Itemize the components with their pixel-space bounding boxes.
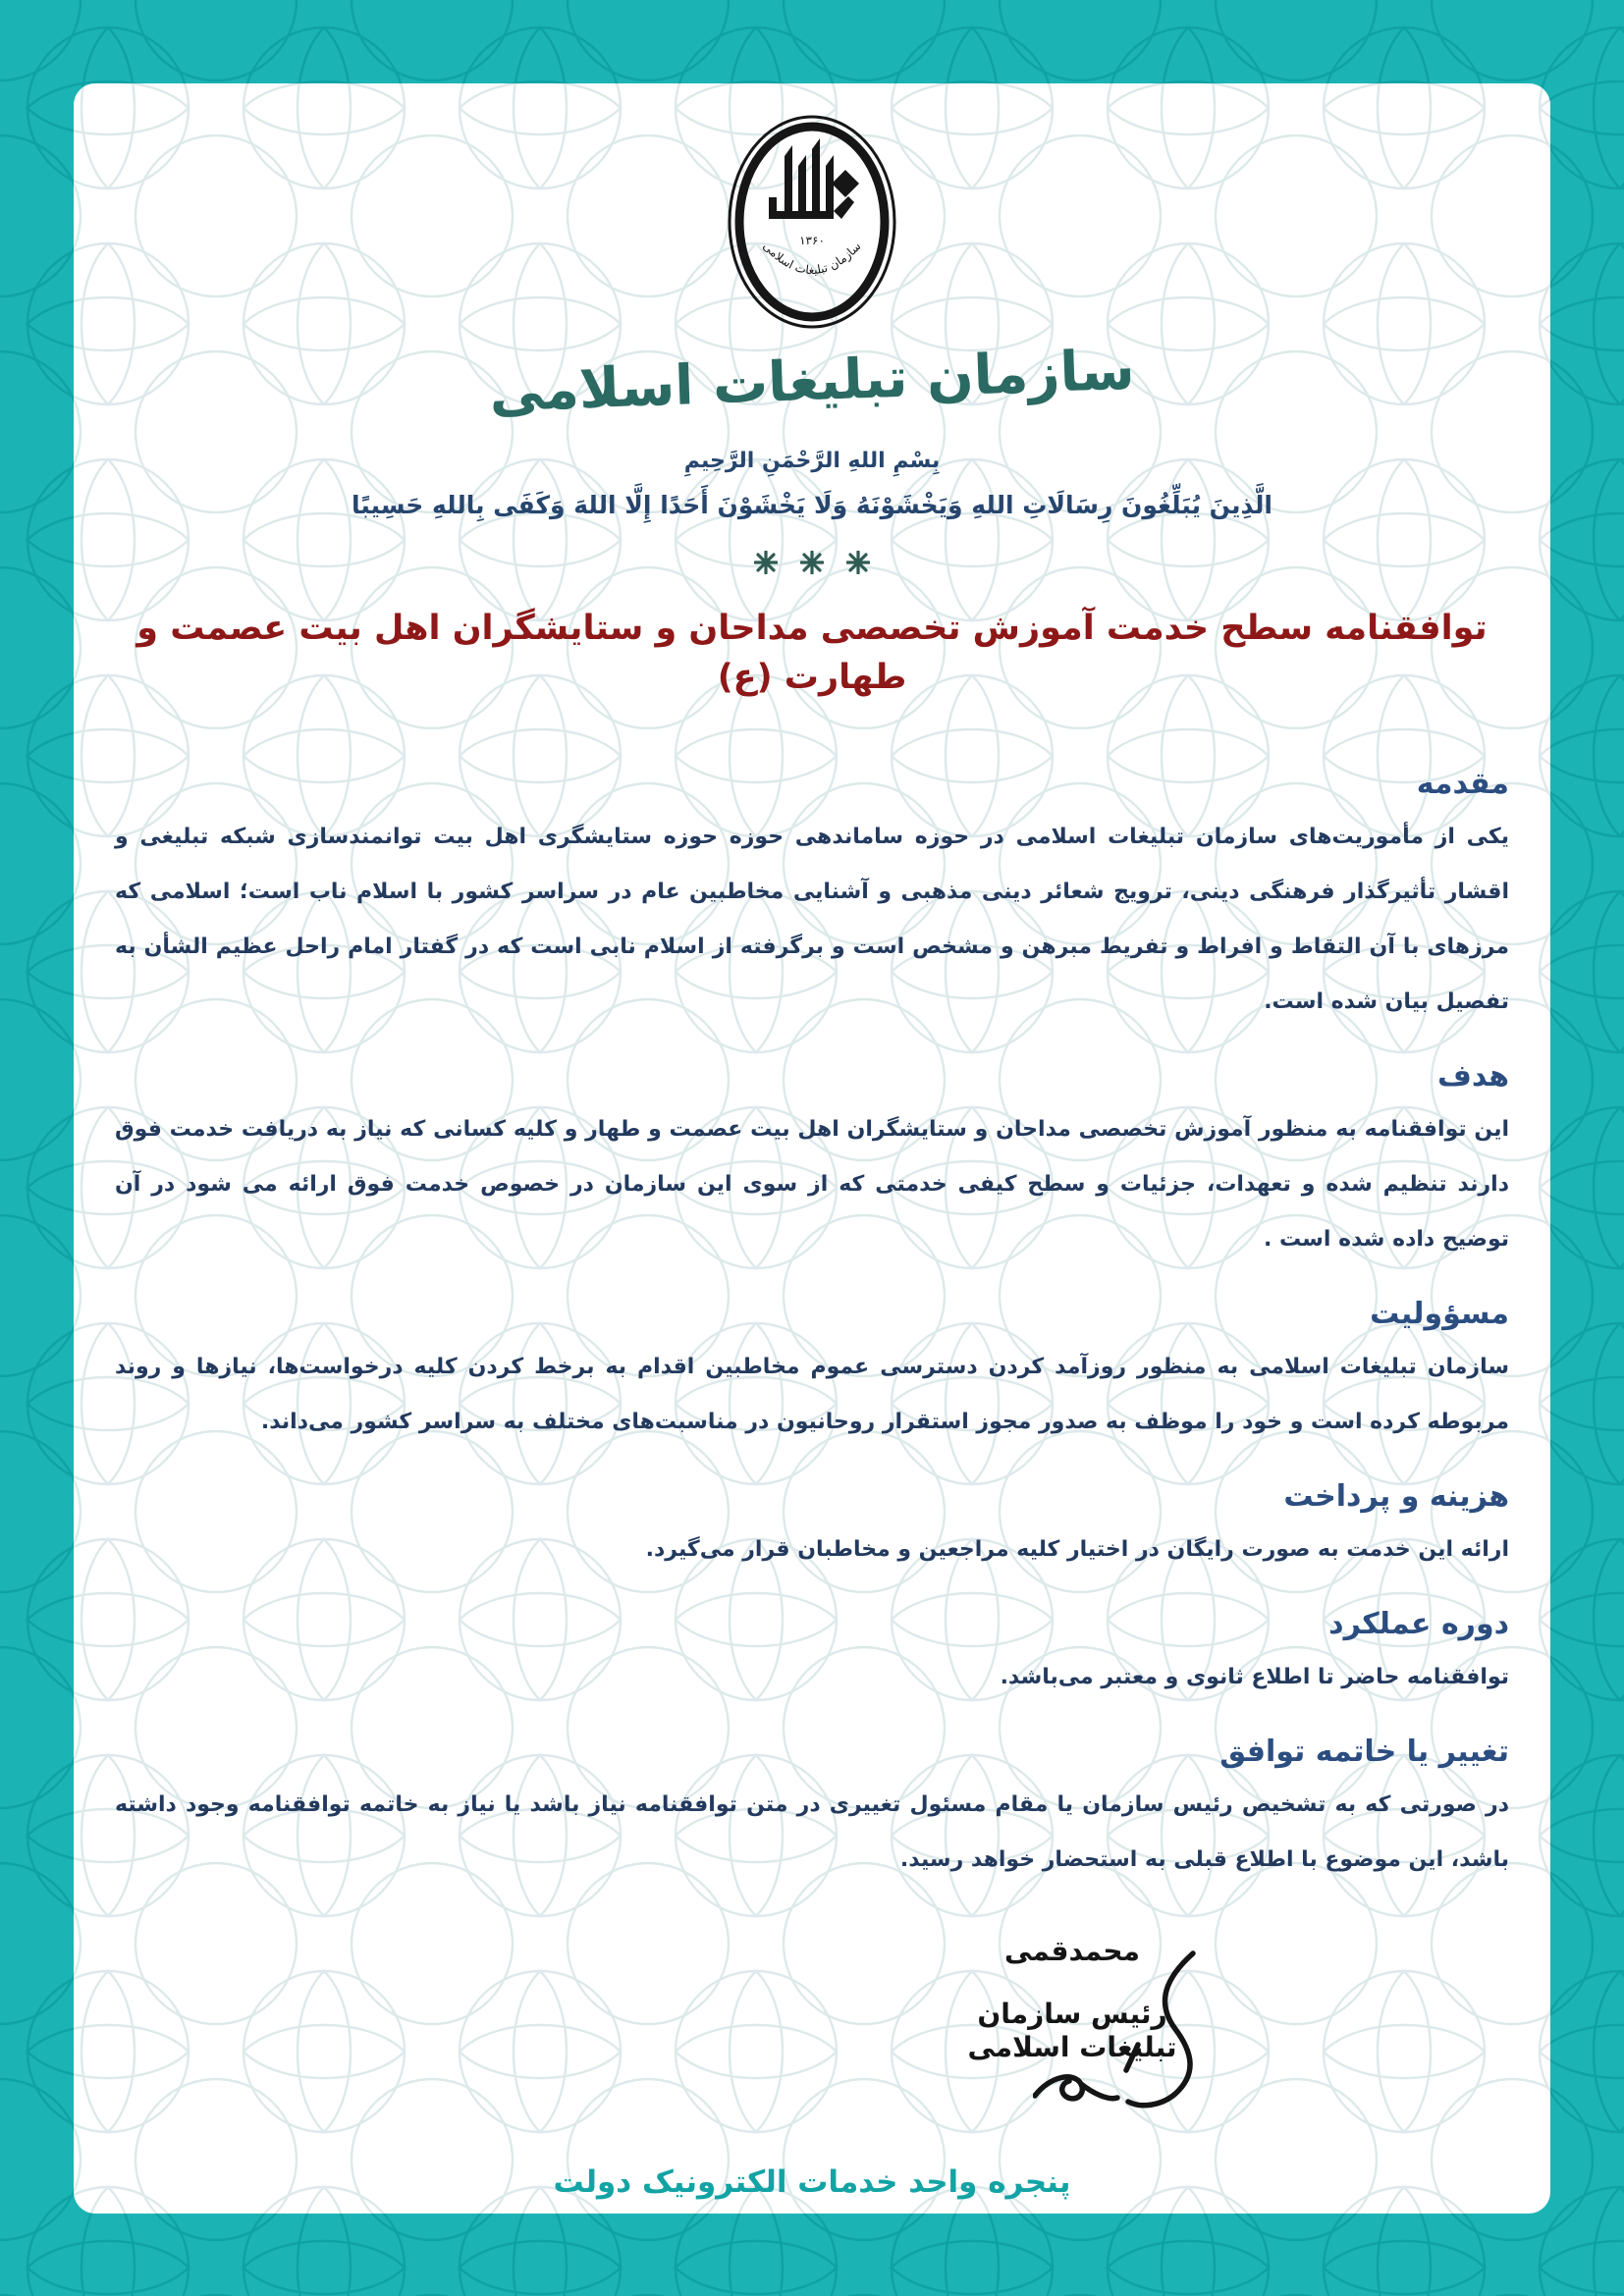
- section-body: توافقنامه حاضر تا اطلاع ثانوی و معتبر می‌باشد.: [1000, 1665, 1509, 1689]
- organization-seal-icon: [726, 113, 898, 331]
- section-body: این توافقنامه به منظور آموزش تخصصی مداحان و ستایشگران اهل بیت عصمت و طهار و کلیه کسانی که نیاز به دریافت خدمت فوق دارند تنظیم شده و تعهدات، جزئیات و سطح کیفی خدمتی که از سوی این سازمان در خصوص خدمت فوق ارائه می شود در آن توضیح داده شده است .: [115, 1117, 1509, 1252]
- section-performance-period: [115, 1607, 1509, 1705]
- section-responsibility: [115, 1297, 1509, 1450]
- section-goal: [115, 1059, 1509, 1267]
- asterisk-divider: [115, 551, 1509, 580]
- seal-year: ۱۳۶۰: [799, 234, 825, 247]
- section-change-or-termination: [115, 1735, 1509, 1888]
- kufic-allah-mark: [769, 138, 859, 219]
- footer-egov-service-window: پنجره واحد خدمات الکترونیک دولت: [553, 2164, 1071, 2200]
- section-body: سازمان تبلیغات اسلامی به منظور روزآمد کردن دسترسی عموم مخاطبین اقدام به برخط کردن کلیه درخواست‌ها، نیازها و روند مربوطه کرده است و خود را موظف به صدور مجوز استقرار روحانیون در مناسبت‌های مختلف به سراسر کشور می‌داند.: [115, 1355, 1509, 1434]
- document-body: [74, 83, 1550, 2214]
- section-heading: هزینه و پرداخت: [1283, 1479, 1509, 1514]
- section-heading: هدف: [1437, 1059, 1509, 1094]
- section-heading: مسؤولیت: [1370, 1297, 1509, 1331]
- organization-logo: [726, 113, 898, 335]
- quran-verse-text: الَّذِينَ يُبَلِّغُونَ رِسَالَاتِ اللهِ وَيَخْشَوْنَهُ وَلَا يَخْشَوْنَ أَحَدًا إِلَّا اللهَ وَكَفَى بِاللهِ حَسِيبًا: [352, 491, 1272, 519]
- seal-org-name: سازمان تبلیغات اسلامی: [760, 239, 864, 278]
- section-heading: دوره عملکرد: [1328, 1607, 1509, 1641]
- organization-calligraphy: سازمان تبلیغات اسلامی: [488, 338, 1136, 425]
- section-body: یکی از مأموریت‌های سازمان تبلیغات اسلامی در حوزه ساماندهی حوزه حوزه ستایشگری اهل بیت توانمندسازی شبکه تبلیغی و اقشار تأثیرگذار فرهنگی دینی، ترویج شعائر دینی مذهبی و آشنایی مخاطبین عام در سراسر کشور با اسلام ناب است؛ اسلامی که مرزهای با آن التقاط و افراط و تفریط مبرهن و مشخص است و برگرفته از اسلام نابی است که در گفتار امام راحل عظیم الشأن به تفصیل بیان شده است.: [115, 825, 1509, 1014]
- asterisk-icon: [800, 551, 824, 574]
- section-body: در صورتی که به تشخیص رئیس سازمان یا مقام مسئول تغییری در متن توافقنامه نیاز باشد یا نیاز به خاتمه توافقنامه وجود داشته باشد، این موضوع با اطلاع قبلی به استحضار خواهد رسید.: [115, 1792, 1509, 1872]
- signer-name: محمدقمی: [1004, 1935, 1140, 1967]
- section-introduction: [115, 767, 1509, 1030]
- asterisk-icon: [754, 551, 778, 574]
- document-title: توافقنامه سطح خدمت آموزش تخصصی مداحان و ستایشگران اهل بیت عصمت و طهارت (ع): [136, 609, 1488, 697]
- section-cost-and-payment: [115, 1479, 1509, 1577]
- section-heading: مقدمه: [1416, 767, 1509, 801]
- bismillah-text: بِسْمِ اللهِ الرَّحْمَنِ الرَّحِيمِ: [683, 449, 941, 473]
- section-body: ارائه این خدمت به صورت رایگان در اختیار کلیه مراجعین و مخاطبان قرار می‌گیرد.: [645, 1537, 1509, 1562]
- signature-block: [930, 1935, 1215, 2064]
- signer-role: رئیس سازمان تبلیغات اسلامی: [967, 1998, 1177, 2063]
- section-heading: تغییر یا خاتمه توافق: [1219, 1735, 1509, 1769]
- asterisk-icon: [846, 551, 870, 574]
